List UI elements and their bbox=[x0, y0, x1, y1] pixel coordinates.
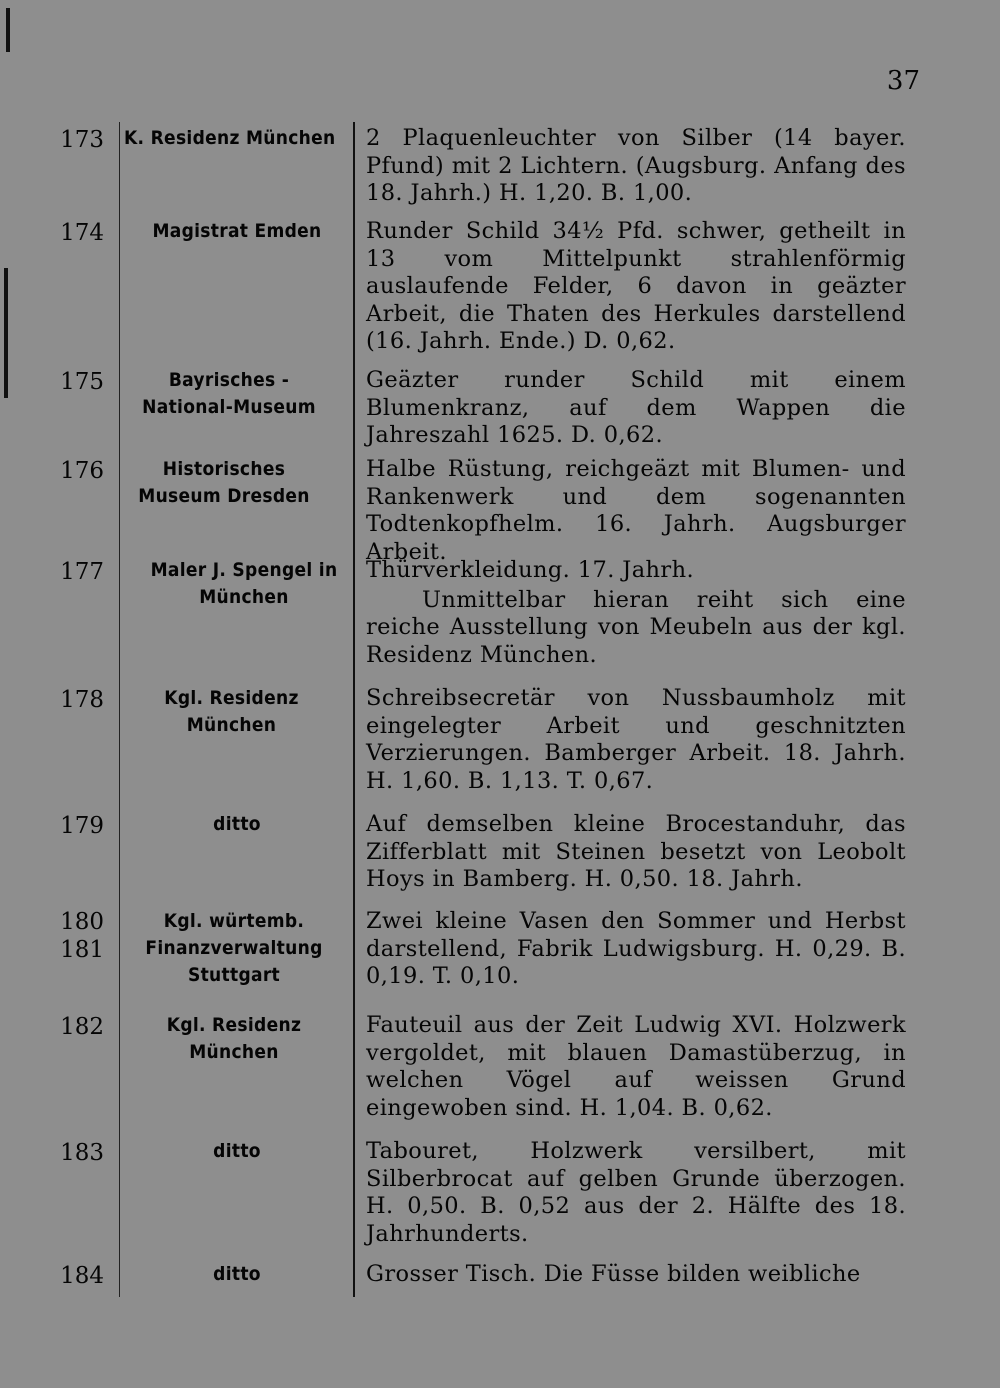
entry-number: 179 bbox=[60, 813, 104, 839]
entry-number: 174 bbox=[60, 220, 104, 246]
entry-owner: Kgl. würtemb. Finanzverwaltung Stuttgart bbox=[145, 910, 323, 986]
entry-owner: ditto bbox=[213, 1263, 261, 1285]
entry-description bbox=[366, 557, 906, 669]
entry-owner: ditto bbox=[213, 1140, 261, 1162]
entry-description: 2 Plaquenleuchter von Silber (14 bayer. Pfund) mit 2 Lichtern. (Augsburg. Anfang des 18. Jahrh.) H. 1,20. B. 1,00. bbox=[366, 125, 906, 206]
entry-owner: Bayrisches - National-Museum bbox=[142, 369, 316, 418]
left-column-rule bbox=[119, 122, 120, 1297]
entry-description: Zwei kleine Vasen den Sommer und Herbst darstellend, Fabrik Ludwigsburg. H. 0,29. B. 0,19. T. 0,10. bbox=[366, 908, 906, 989]
entry-owner: Kgl. Residenz München bbox=[166, 1014, 302, 1063]
entry-description-text: Thürverkleidung. 17. Jahrh. bbox=[366, 557, 695, 583]
margin-mark-top bbox=[6, 8, 10, 52]
entry-owner: Maler J. Spengel in München bbox=[150, 559, 338, 608]
entry-number: 182 bbox=[60, 1014, 104, 1040]
entry-number: 183 bbox=[60, 1140, 104, 1166]
entry-owner: Historisches Museum Dresden bbox=[138, 458, 310, 507]
entry-number: 180 181 bbox=[60, 909, 104, 963]
entry-owner: Magistrat Emden bbox=[152, 220, 322, 242]
entry-description: Grosser Tisch. Die Füsse bilden weibliche bbox=[366, 1261, 861, 1287]
entry-number: 173 bbox=[60, 127, 104, 153]
entry-description: Fauteuil aus der Zeit Ludwig XVI. Holzwerk vergoldet, mit blauen Damastüberzug, in welchen Vögel auf weissen Grund eingewoben sind. H. 1,04. B. 0,62. bbox=[366, 1012, 906, 1121]
page-number: 37 bbox=[886, 66, 920, 96]
entry-description: Schreibsecretär von Nussbaumholz mit eingelegter Arbeit und geschnitzten Verzierungen. Bamberger Arbeit. 18. Jahrh. H. 1,60. B. 1,13. T. 0,67. bbox=[366, 685, 906, 794]
entry-number: 176 bbox=[60, 458, 104, 484]
entry-description: Halbe Rüstung, reichgeäzt mit Blumen- und Rankenwerk und dem sogenannten Todtenkopfhelm. 16. Jahrh. Augsburger Arbeit. bbox=[366, 456, 906, 565]
entry-number: 178 bbox=[60, 687, 104, 713]
column-rule bbox=[353, 122, 355, 1297]
entry-note: Unmittelbar hieran reiht sich eine reiche Ausstellung von Meubeln aus der kgl. Residenz München. bbox=[366, 586, 906, 668]
entry-description: Auf demselben kleine Brocestanduhr, das Zifferblatt mit Steinen besetzt von Leobolt Hoys in Bamberg. H. 0,50. 18. Jahrh. bbox=[366, 811, 906, 892]
entry-number: 175 bbox=[60, 369, 104, 395]
entry-owner: ditto bbox=[213, 813, 261, 835]
entry-owner: Kgl. Residenz München bbox=[164, 687, 299, 736]
margin-mark-middle bbox=[4, 268, 8, 398]
entry-description: Tabouret, Holzwerk versilbert, mit Silberbrocat auf gelben Grunde überzogen. H. 0,50. B. 0,52 aus der 2. Hälfte des 18. Jahrhunderts. bbox=[366, 1138, 906, 1247]
entry-description: Runder Schild 34½ Pfd. schwer, getheilt in 13 vom Mittelpunkt strahlenförmig auslaufende Felder, 6 davon in geäzter Arbeit, die Thaten des Herkules darstellend (16. Jahrh. Ende.) D. 0,62. bbox=[366, 218, 906, 354]
entry-description: Geäzter runder Schild mit einem Blumenkranz, auf dem Wappen die Jahreszahl 1625. D. 0,62. bbox=[366, 367, 906, 448]
entry-number: 177 bbox=[60, 559, 104, 585]
entry-number: 184 bbox=[60, 1263, 104, 1289]
entry-owner: K. Residenz München bbox=[124, 127, 336, 149]
